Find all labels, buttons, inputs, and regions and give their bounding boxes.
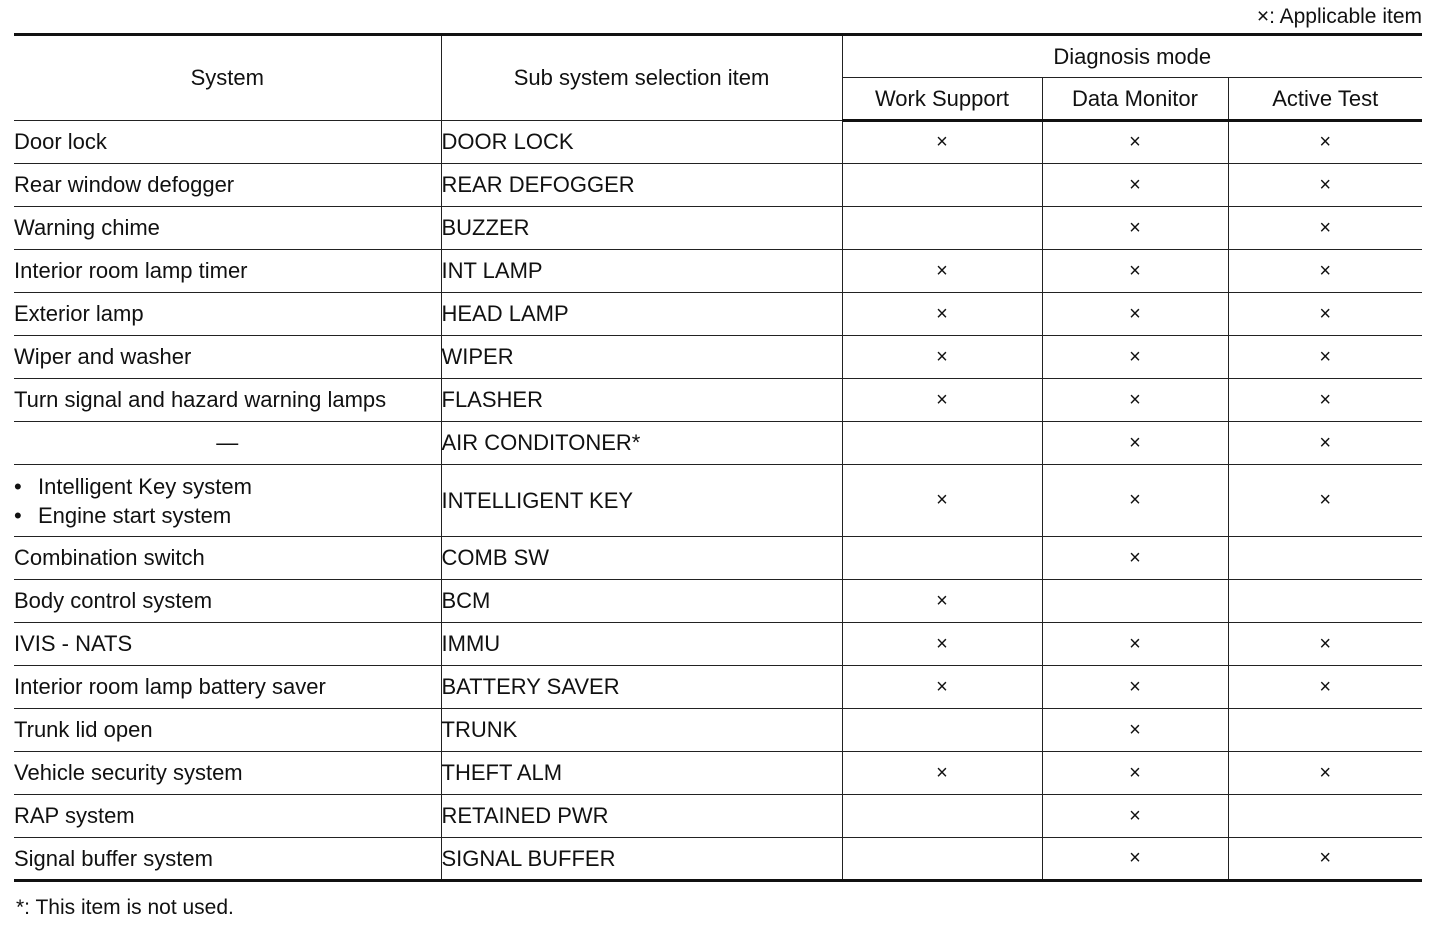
cell-active-test xyxy=(1228,580,1422,623)
table-row xyxy=(14,752,1422,795)
header-data-monitor: Data Monitor xyxy=(1042,78,1228,121)
cell-active-test: × xyxy=(1228,422,1422,465)
cell-work-support: × xyxy=(842,465,1042,537)
cell-active-test: × xyxy=(1228,623,1422,666)
cell-data-monitor: × xyxy=(1042,752,1228,795)
cell-system: IVIS - NATS xyxy=(14,623,441,666)
bullet-icon: • xyxy=(14,502,22,528)
cell-system xyxy=(14,465,441,537)
table-row xyxy=(14,465,1422,537)
table-row xyxy=(14,164,1422,207)
cell-active-test: × xyxy=(1228,379,1422,422)
cell-data-monitor: × xyxy=(1042,666,1228,709)
bullet-icon: • xyxy=(14,473,22,499)
table-row xyxy=(14,293,1422,336)
cell-sub-system: TRUNK xyxy=(441,709,842,752)
cell-sub-system: FLASHER xyxy=(441,379,842,422)
cell-data-monitor: × xyxy=(1042,422,1228,465)
cell-data-monitor: × xyxy=(1042,537,1228,580)
cell-data-monitor: × xyxy=(1042,795,1228,838)
table-row xyxy=(14,422,1422,465)
cell-work-support xyxy=(842,207,1042,250)
table-row xyxy=(14,623,1422,666)
footnote: *: This item is not used. xyxy=(16,896,234,919)
cell-sub-system: BATTERY SAVER xyxy=(441,666,842,709)
table-row xyxy=(14,666,1422,709)
cell-work-support xyxy=(842,164,1042,207)
cell-system: Signal buffer system xyxy=(14,838,441,881)
cell-work-support: × xyxy=(842,666,1042,709)
cell-work-support xyxy=(842,795,1042,838)
cell-sub-system: BCM xyxy=(441,580,842,623)
cell-system: Exterior lamp xyxy=(14,293,441,336)
cell-system: Rear window defogger xyxy=(14,164,441,207)
cell-active-test: × xyxy=(1228,293,1422,336)
cell-data-monitor: × xyxy=(1042,709,1228,752)
cell-system: Vehicle security system xyxy=(14,752,441,795)
cell-active-test: × xyxy=(1228,207,1422,250)
cell-sub-system: THEFT ALM xyxy=(441,752,842,795)
cell-sub-system: REAR DEFOGGER xyxy=(441,164,842,207)
cell-sub-system: IMMU xyxy=(441,623,842,666)
system-bullet-item xyxy=(14,472,441,501)
cell-data-monitor: × xyxy=(1042,336,1228,379)
header-diagnosis-mode: Diagnosis mode xyxy=(842,35,1422,78)
table-body xyxy=(14,121,1422,881)
system-bullet-item xyxy=(14,501,441,530)
header-work-support: Work Support xyxy=(842,78,1042,121)
cell-work-support: × xyxy=(842,336,1042,379)
cell-work-support xyxy=(842,838,1042,881)
cell-active-test: × xyxy=(1228,336,1422,379)
cell-data-monitor xyxy=(1042,580,1228,623)
cell-sub-system: HEAD LAMP xyxy=(441,293,842,336)
table-row xyxy=(14,336,1422,379)
cell-data-monitor: × xyxy=(1042,293,1228,336)
cell-active-test: × xyxy=(1228,250,1422,293)
table-row xyxy=(14,250,1422,293)
cell-active-test: × xyxy=(1228,838,1422,881)
cell-active-test xyxy=(1228,795,1422,838)
cell-data-monitor: × xyxy=(1042,623,1228,666)
cell-active-test: × xyxy=(1228,752,1422,795)
cell-work-support: × xyxy=(842,250,1042,293)
table-row xyxy=(14,580,1422,623)
cell-system: Turn signal and hazard warning lamps xyxy=(14,379,441,422)
cell-sub-system: INTELLIGENT KEY xyxy=(441,465,842,537)
cell-work-support: × xyxy=(842,121,1042,164)
cell-data-monitor: × xyxy=(1042,250,1228,293)
header-sub-system: Sub system selection item xyxy=(441,35,842,121)
cell-sub-system: INT LAMP xyxy=(441,250,842,293)
cell-active-test xyxy=(1228,709,1422,752)
diagnosis-table xyxy=(14,33,1422,882)
cell-sub-system: DOOR LOCK xyxy=(441,121,842,164)
cell-active-test xyxy=(1228,537,1422,580)
cell-system: — xyxy=(14,422,441,465)
cell-work-support xyxy=(842,709,1042,752)
header-system: System xyxy=(14,35,441,121)
cell-sub-system: RETAINED PWR xyxy=(441,795,842,838)
cell-sub-system: SIGNAL BUFFER xyxy=(441,838,842,881)
cell-sub-system: COMB SW xyxy=(441,537,842,580)
legend-note: ×: Applicable item xyxy=(1256,5,1422,28)
table-row xyxy=(14,838,1422,881)
cell-work-support: × xyxy=(842,293,1042,336)
table-row xyxy=(14,207,1422,250)
cell-active-test: × xyxy=(1228,164,1422,207)
table-row xyxy=(14,709,1422,752)
system-bullet-text: Intelligent Key system xyxy=(38,473,252,499)
table-header xyxy=(14,35,1422,121)
cell-work-support xyxy=(842,422,1042,465)
cell-work-support: × xyxy=(842,752,1042,795)
table-row xyxy=(14,795,1422,838)
cell-work-support: × xyxy=(842,580,1042,623)
cell-active-test: × xyxy=(1228,465,1422,537)
cell-data-monitor: × xyxy=(1042,164,1228,207)
cell-system: Body control system xyxy=(14,580,441,623)
cell-work-support: × xyxy=(842,623,1042,666)
cell-sub-system: WIPER xyxy=(441,336,842,379)
cell-system: Combination switch xyxy=(14,537,441,580)
cell-system: Door lock xyxy=(14,121,441,164)
cell-sub-system: AIR CONDITONER* xyxy=(441,422,842,465)
cell-system: Interior room lamp timer xyxy=(14,250,441,293)
header-active-test: Active Test xyxy=(1228,78,1422,121)
table-row xyxy=(14,379,1422,422)
cell-system: Trunk lid open xyxy=(14,709,441,752)
cell-system: Warning chime xyxy=(14,207,441,250)
cell-data-monitor: × xyxy=(1042,838,1228,881)
system-bullet-text: Engine start system xyxy=(38,502,232,528)
cell-work-support: × xyxy=(842,379,1042,422)
table-row xyxy=(14,537,1422,580)
cell-data-monitor: × xyxy=(1042,121,1228,164)
table-row xyxy=(14,121,1422,164)
cell-data-monitor: × xyxy=(1042,465,1228,537)
cell-data-monitor: × xyxy=(1042,207,1228,250)
cell-sub-system: BUZZER xyxy=(441,207,842,250)
cell-work-support xyxy=(842,537,1042,580)
cell-system: RAP system xyxy=(14,795,441,838)
cell-system: Wiper and washer xyxy=(14,336,441,379)
cell-active-test: × xyxy=(1228,666,1422,709)
cell-active-test: × xyxy=(1228,121,1422,164)
cell-system: Interior room lamp battery saver xyxy=(14,666,441,709)
cell-data-monitor: × xyxy=(1042,379,1228,422)
